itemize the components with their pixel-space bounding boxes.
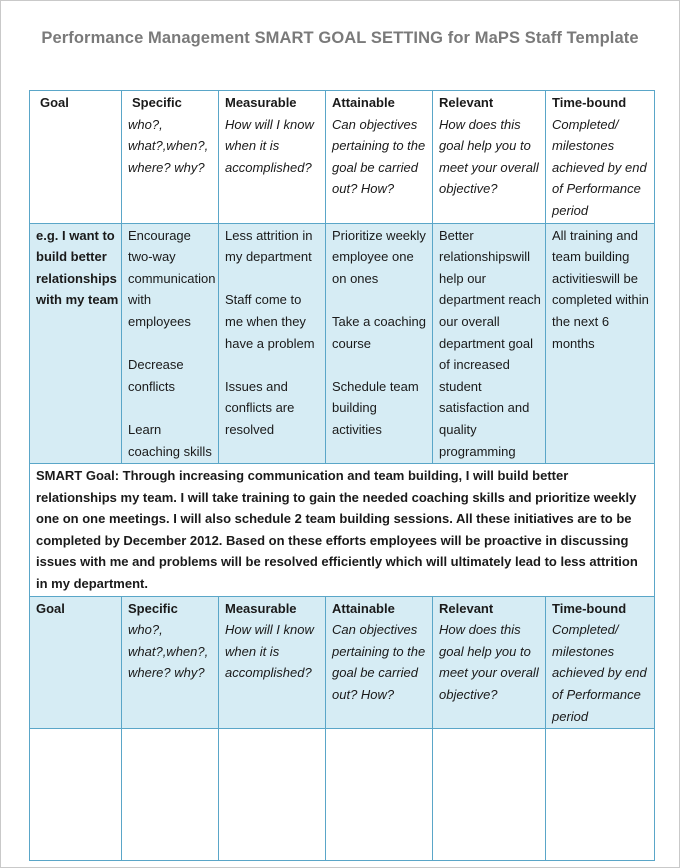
example-specific-cell <box>122 223 219 464</box>
header-cell-time-bound <box>546 91 655 224</box>
header-cell-time-bound <box>546 596 655 729</box>
smart-goal-statement: SMART Goal: Through increasing communication and team building, I will build better relationships my team. I will take training to gain the needed coaching skills and prioritize weekly one on one meetings. I will also schedule 2 team building sessions. All these initiatives are to be completed by December 2012. Based on these efforts employees will be proactive in discussing issues with me and problems will be resolved efficiently which will ultimately lead to less attrition in my department. <box>36 468 638 592</box>
document-title: Performance Management SMART GOAL SETTING for MaPS Staff Template <box>41 29 639 47</box>
column-title: Time-bound <box>552 95 627 110</box>
example-attainable-item: Take a coaching course <box>332 313 426 351</box>
column-prompt: who?, what?,when?, where? why? <box>128 116 209 175</box>
smart-goal-cell <box>30 464 655 597</box>
smart-goal-row <box>30 464 655 597</box>
example-specific-item: Encourage two-way communication with employees <box>128 227 216 329</box>
example-time-bound-cell <box>546 223 655 464</box>
column-prompt: How will I know when it is accomplished? <box>225 116 314 175</box>
column-title: Attainable <box>332 95 395 110</box>
smart-goal-table <box>29 90 655 861</box>
header-cell-attainable <box>326 596 433 729</box>
example-relevant-cell <box>433 223 546 464</box>
header-row <box>30 91 655 224</box>
example-measurable-item: Issues and conflicts are resolved <box>225 378 295 437</box>
example-measurable-item: Staff come to me when they have a problem <box>225 292 315 351</box>
column-prompt: Completed/ milestones achieved by end of Performance period <box>552 116 647 218</box>
blank-time-bound-cell[interactable] <box>546 729 655 861</box>
column-title: Time-bound <box>552 600 627 616</box>
header-cell-measurable <box>219 596 326 729</box>
example-goal: e.g. I want to build better relationships with my team <box>36 227 119 308</box>
blank-entry-row <box>30 729 655 861</box>
example-goal-cell <box>30 223 122 464</box>
column-title: Measurable <box>225 95 297 110</box>
column-title: Relevant <box>439 95 494 110</box>
column-prompt: who?, what?,when?, where? why? <box>128 622 209 681</box>
column-title: Specific <box>132 95 182 110</box>
header-cell-specific <box>122 596 219 729</box>
column-title: Goal <box>40 95 69 110</box>
column-prompt: How does this goal help you to meet your overall objective? <box>439 116 539 197</box>
column-title: Specific <box>128 600 178 616</box>
header-cell-attainable <box>326 91 433 224</box>
header-cell-goal <box>30 91 122 224</box>
header-cell-relevant <box>433 91 546 224</box>
example-measurable-cell <box>219 223 326 464</box>
column-title: Goal <box>36 600 65 616</box>
column-prompt: How does this goal help you to meet your overall objective? <box>439 622 539 703</box>
example-specific-item: Decrease conflicts <box>128 357 184 394</box>
example-time-bound: All training and team building activitieswill be completed within the next 6 months <box>552 227 649 351</box>
example-attainable-item: Schedule team building activities <box>332 378 419 437</box>
column-title: Measurable <box>225 600 297 616</box>
example-attainable-item: Prioritize weekly employee one on ones <box>332 227 426 286</box>
header-cell-specific <box>122 91 219 224</box>
column-title: Attainable <box>332 600 395 616</box>
column-title: Relevant <box>439 600 494 616</box>
blank-measurable-cell[interactable] <box>219 729 326 861</box>
header-cell-relevant <box>433 596 546 729</box>
example-relevant: Better relationshipswill help our department reach our overall department goal of increased student satisfaction and quality programming <box>439 227 541 459</box>
example-specific-item: Learn coaching skills <box>128 421 212 459</box>
header-cell-goal <box>30 596 122 729</box>
column-prompt: Can objectives pertaining to the goal be carried out? How? <box>332 622 426 703</box>
blank-relevant-cell[interactable] <box>433 729 546 861</box>
header-row-repeat <box>30 596 655 729</box>
column-prompt: Can objectives pertaining to the goal be carried out? How? <box>332 116 426 197</box>
blank-goal-cell[interactable] <box>30 729 122 861</box>
header-cell-measurable <box>219 91 326 224</box>
blank-attainable-cell[interactable] <box>326 729 433 861</box>
example-measurable-item: Less attrition in my department <box>225 227 313 265</box>
example-attainable-cell <box>326 223 433 464</box>
column-prompt: Completed/ milestones achieved by end of Performance period <box>552 622 647 724</box>
blank-specific-cell[interactable] <box>122 729 219 861</box>
example-row <box>30 223 655 464</box>
column-prompt: How will I know when it is accomplished? <box>225 622 314 681</box>
